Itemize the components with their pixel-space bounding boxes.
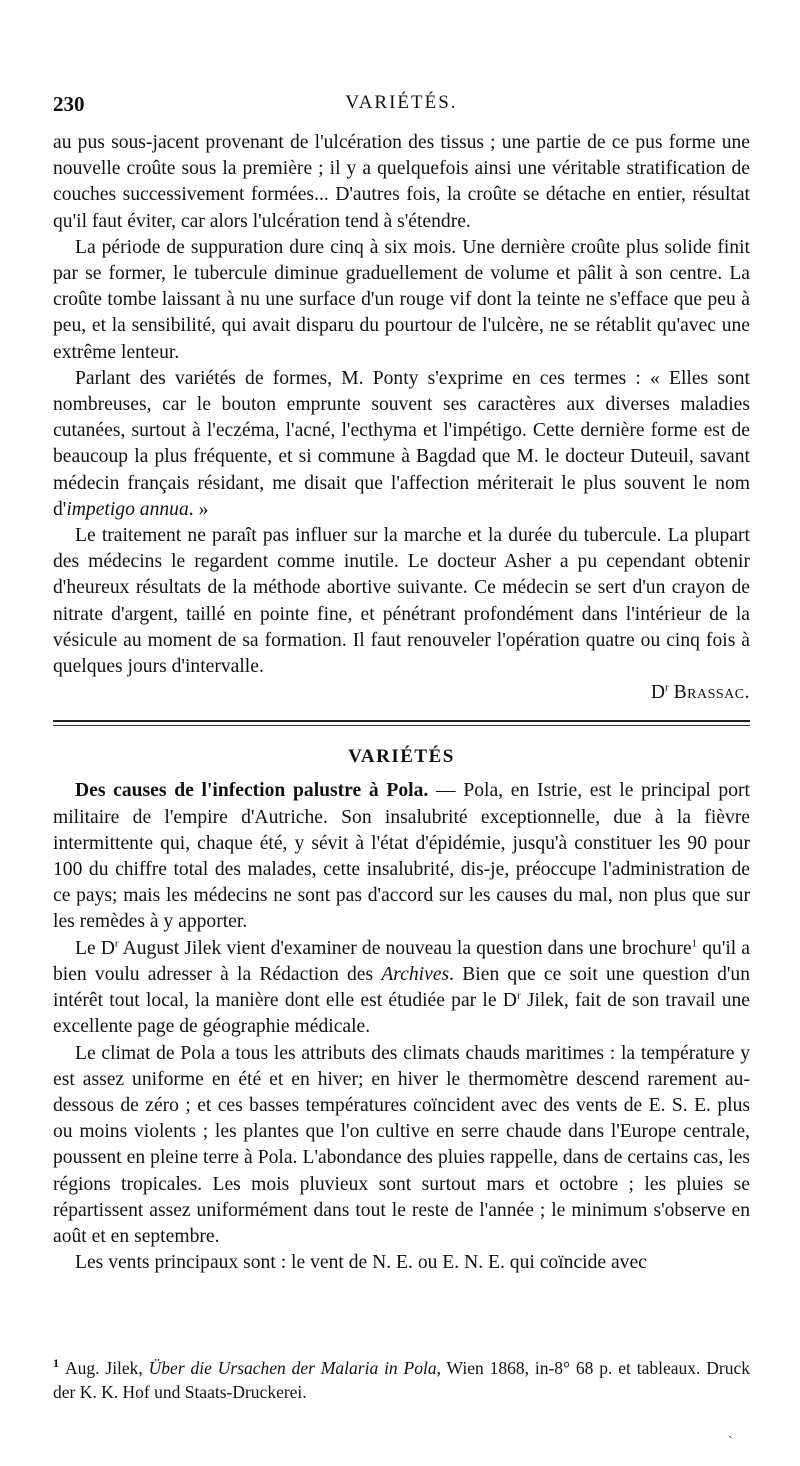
superscript: r <box>114 937 119 950</box>
paragraph-treatment: Le traitement ne paraît pas influer sur la marche et la durée du tubercule. La plupart des médecins le regardent comme inutile. Le docteur Asher a pu cependant obtenir d'heureux résultats de la méthode abortive suivante. Ce médecin se sert d'un crayon de nitrate d'argent, taillé en pointe fine, et pénétrant profondément dans l'intérieur de la vésicule au moment de sa formation. Il faut renouveler l'opération quatre ou cinq fois à quelques jours d'intervalle. <box>53 525 750 678</box>
section-divider <box>53 720 750 722</box>
page-number: 230 <box>53 92 85 116</box>
author-signature <box>53 680 750 706</box>
footnote-publication: , Wien 1868, in-8° 68 p. et tableaux. Druck der K. K. Hof und Staats-Druckerei. <box>53 1358 750 1402</box>
signature-name: Brassac. <box>673 682 750 704</box>
footnote-text <box>53 1356 750 1404</box>
footnote-author: Aug. Jilek, <box>65 1358 149 1378</box>
footnote-reference[interactable]: 1 <box>691 937 698 950</box>
footnote-marker: 1 <box>53 1356 59 1371</box>
paragraph-forms-text: Parlant des variétés de formes, M. Ponty s'exprime en ces termes : « Elles sont nombreuses, car le bouton emprunte souvent ses caractères aux diverses maladies cutanées, surtout à l'eczéma, l'acné, l'ecthyma et l'impétigo. Cette dernière forme est de beaucoup la plus fréquente, et si commune à Bagdad que M. le docteur Duteuil, savant médecin français résidant, me disait que l'affection mériterait le plus souvent le nom d' <box>53 367 750 520</box>
italic-journal-title: Archives <box>381 963 450 985</box>
article-title: Des causes de l'infection palustre à Pola. <box>75 780 429 802</box>
page-body <box>53 130 750 1276</box>
paragraph-winds: Les vents principaux sont : le vent de N. E. ou E. N. E. qui coïncide avec <box>75 1252 647 1274</box>
running-title: VARIÉTÉS. <box>345 92 458 113</box>
page-header <box>53 92 750 122</box>
italic-term: impetigo annua <box>66 498 189 520</box>
paragraph-suppuration: La période de suppuration dure cinq à six mois. Une dernière croûte plus solide finit par se former, le tubercule diminue graduellement de volume et pâlit à son centre. La croûte tombe laissant à nu une surface d'un rouge vif dont la teinte ne s'efface que peu à peu, et la sensibilité, qui avait disparu du pourtour de l'ulcère, ne se rétablit qu'avec une extrême lenteur. <box>53 236 750 363</box>
text-run: August Jilek vient d'examiner de nouveau la question dans une brochure <box>118 937 692 959</box>
paragraph-forms <box>53 366 750 523</box>
corner-mark: ˏ <box>728 1424 733 1439</box>
paragraph-forms-end: . » <box>188 498 209 520</box>
signature-sup: r <box>664 681 669 694</box>
footnote <box>53 1356 750 1404</box>
text-run: Jilek, fait de son travail une excellente page de géographie médicale. <box>53 990 750 1038</box>
footnote-book-title: Über die Ursachen der Malaria in Pola <box>148 1358 437 1378</box>
paragraph-jilek <box>53 936 750 1041</box>
article-first-paragraph <box>53 778 750 935</box>
text-run: Le D <box>75 937 115 959</box>
paragraph-climate: Le climat de Pola a tous les attributs des climats chauds maritimes : la température y est assez uniforme en été et en hiver; en hiver le thermomètre descend rarement au-dessous de zéro ; et ces basses températures coïncident avec des vents de E. S. E. plus ou moins violents ; les plantes que l'on cultive en serre chaude dans l'Europe centrale, poussent en pleine terre à Pola. L'abondance des pluies rappelle, dans de certains cas, les régions tropicales. Les mois pluvieux sont surtout mars et octobre ; les pluies se répartissent assez uniformément dans tout le reste de l'année ; le minimum s'observe en août et en septembre. <box>53 1042 750 1247</box>
text-run: . Bien que ce soit une question d'un intérêt tout local, la manière dont elle est étudiée par le D <box>53 963 751 1012</box>
section-divider-thin <box>53 725 750 726</box>
paragraph-continued: au pus sous-jacent provenant de l'ulcération des tissus ; une partie de ce pus forme une nouvelle croûte sous la première ; il y a quelquefois ainsi une véritable stratification de couches successivement formées... D'autres fois, la croûte se détache en entier, résultat qu'il faut éviter, car alors l'ulcération tend à s'étendre. <box>53 132 750 232</box>
article-intro-text: — Pola, en Istrie, est le principal port militaire de l'empire d'Autriche. Son insalubrité exceptionnelle, due à la fièvre intermittente qui, chaque été, y sévit à l'état d'épidémie, jusqu'à constituer les 90 pour 100 du chiffre total des malades, cette insalubrité, dis-je, préoccupe l'administration de ce pays; mais les médecins ne sont pas d'accord sur les causes du mal, non plus que sur les remèdes à y apporter. <box>53 780 750 933</box>
signature-prefix: D <box>650 682 665 704</box>
superscript: r <box>516 989 521 1002</box>
section-title: VARIÉTÉS <box>348 746 455 768</box>
text-run: qu'il a bien voulu adresser à la Rédaction des <box>53 937 751 985</box>
